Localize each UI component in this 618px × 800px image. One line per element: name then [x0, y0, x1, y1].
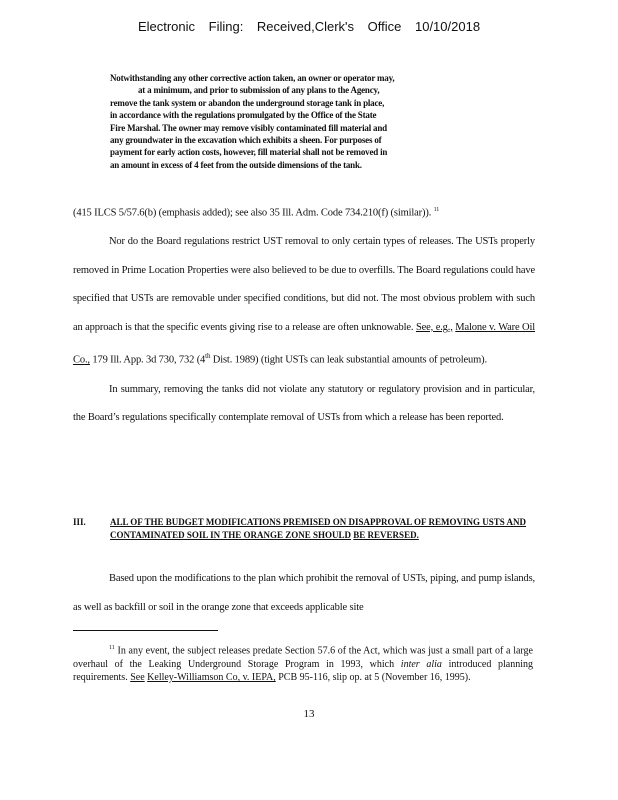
paragraph: In summary, removing the tanks did not violate any statutory or regulatory provision and in particular, the Board’s regulations specifically contemplate removal of USTs from which a release has been reported.: [73, 383, 535, 424]
footnote-text: introduced planning requirements.: [73, 658, 534, 684]
footnote-reference[interactable]: 11: [433, 207, 440, 213]
footnote-divider: [73, 630, 218, 631]
footnote: [73, 642, 533, 685]
footnote-number: 11: [109, 645, 115, 651]
quote-line: an amount in excess of 4 feet from the outside dimensions of the tank.: [110, 159, 362, 170]
paragraph: [73, 228, 535, 375]
body-section-2: [73, 565, 535, 622]
quote-line: Notwithstanding any other corrective action taken, an owner or operator may,: [110, 73, 395, 83]
ordinal-suffix: th: [205, 352, 211, 361]
quote-line: in accordance with the regulations promulgated by the Office of the State: [110, 110, 377, 121]
quote-line: any groundwater in the excavation which exhibits a sheen. For purposes of: [110, 135, 382, 146]
footnote-italic: inter alia: [400, 658, 442, 670]
body-section-1: [73, 196, 535, 433]
see-signal: See: [130, 672, 145, 684]
case-citation: 179 Ill. App. 3d 730, 732 (4: [92, 354, 206, 366]
section-heading: [73, 516, 578, 542]
case-name: Kelley-Williamson Co, v. IEPA,: [147, 672, 276, 684]
footnote-text: PCB 95-116, slip op. at 5 (November 16, 1995).: [278, 672, 471, 684]
heading-text-b: BE REVERSED.: [353, 530, 419, 540]
heading-number: III.: [73, 517, 86, 527]
citation-end: Dist. 1989) (tight USTs can leak substantial amounts of petroleum).: [212, 354, 487, 366]
heading-text-a: ALL OF THE BUDGET MODIFICATIONS PREMISED ON DISAPPROVAL OF REMOVING USTS AND CONTAMINATED SOIL IN THE ORANGE ZONE SHOULD: [110, 517, 526, 540]
quote-line: payment for early action costs, however, fill material shall not be removed in: [110, 147, 388, 158]
case-name: Malone v. Ware Oil Co.,: [73, 321, 536, 366]
quote-line: Fire Marshal. The owner may remove visibly contaminated fill material and: [110, 122, 387, 133]
footnote-text: In any event, the subject releases predate Section 57.6 of the Act, which was just a small part of a large overhaul of the Leaking Underground Storage Program in 1993, which: [73, 645, 533, 670]
see-signal: See, e.g.,: [415, 321, 453, 333]
citation-line: [73, 196, 535, 228]
quote-line: remove the tank system or abandon the underground storage tank in place,: [110, 97, 385, 108]
filing-header: Electronic Filing: Received,Clerk's Office 10/10/2018: [137, 19, 481, 34]
page-number: 13: [303, 708, 315, 720]
block-quote: [110, 72, 502, 171]
quote-line: at a minimum, and prior to submission of any plans to the Agency,: [138, 85, 380, 96]
heading-text: [110, 516, 578, 542]
citation-text: (415 ILCS 5/57.6(b) (emphasis added); see also 35 Ill. Adm. Code 734.210(f) (similar)).: [73, 207, 432, 219]
paragraph-text: Nor do the Board regulations restrict UST removal to only certain types of releases. The USTs properly removed in Prime Location Properties were also believed to be due to overfills. The Board regulations could have specified that USTs are removable under specified conditions, but did not. The most obvious problem with such an approach is that the specific events giving rise to a release are often unknowable.: [73, 236, 535, 333]
paragraph: Based upon the modifications to the plan which prohibit the removal of USTs, piping, and pump islands, as well as backfill or soil in the orange zone that exceeds applicable site: [73, 573, 535, 613]
